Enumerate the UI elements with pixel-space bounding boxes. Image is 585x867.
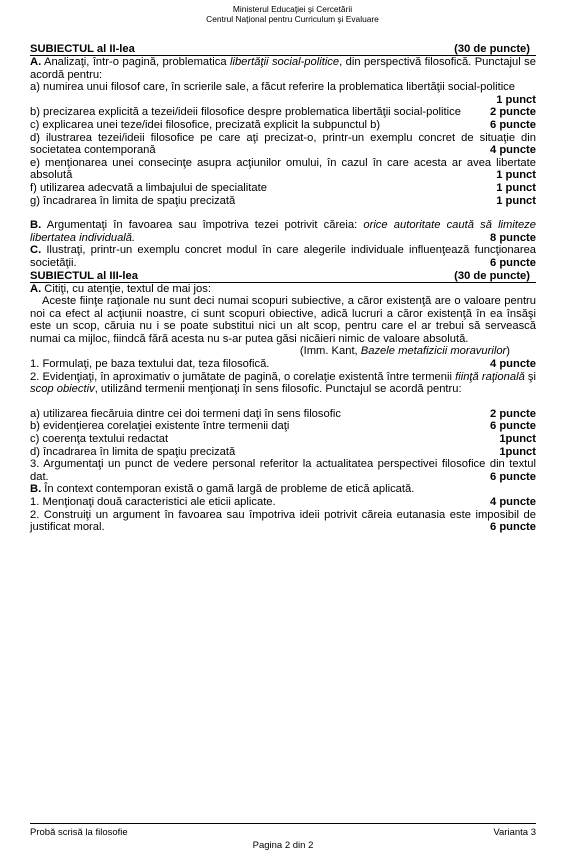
quote-source	[30, 345, 536, 358]
s2-a-label: A.	[30, 56, 42, 68]
s2-item-b-points: 2 puncte	[489, 106, 536, 119]
s3-q2-text-3: , utilizând termenii menţionaţi în sens filosofic. Punctajul se acordă pentru:	[94, 383, 462, 396]
s2-a-text-2: , din perspectivă filosofică. Punctajul se acordă pentru:	[30, 56, 536, 81]
s3-b-label: B.	[30, 483, 42, 496]
s2-b-em: orice autoritate caută să limiteze libertatea individuală.	[30, 219, 536, 244]
s3-b2: 2. Construiţi un argument în favoarea sau împotriva ideii potrivit căreia eutanasia este imposibil de justificat moral.	[30, 508, 536, 534]
s2-item-a: a) numirea unui filosof care, în scrierile sale, a făcut referire la problematica libertăţii social-politice	[30, 81, 516, 94]
document-footer	[30, 823, 536, 851]
s3-b-intro: În context contemporan există o gamă largă de probleme de etică aplicată.	[44, 483, 415, 496]
s3-item-b-text: b) evidenţierea corelaţiei existente între termenii daţi	[30, 420, 290, 433]
s2-item-e: e) menţionarea unei consecinţe asupra acţiunilor omului, în cazul în care acesta ar avea libertate absolută	[30, 156, 536, 182]
footer-variant: Varianta 3	[493, 827, 536, 838]
source-title: Bazele metafizicii moravurilor	[360, 345, 507, 358]
section-3-heading	[30, 270, 536, 283]
section-2-heading	[30, 43, 536, 56]
s3-q3: 3. Argumentaţi un punct de vedere personal referitor la actualitatea perspectivei filosofice din textul dat.	[30, 458, 536, 483]
s3-a-intro: Citiţi, cu atenţie, textul de mai jos:	[44, 282, 211, 295]
s3-q1-points: 4 puncte	[489, 358, 536, 371]
s2-b-text: Argumentaţi în favoarea sau împotriva tezei potrivit căreia:	[46, 219, 364, 232]
s2-item-g-points: 1 punct	[496, 194, 536, 207]
s3-item-a	[30, 408, 536, 421]
s2-c-text: Ilustraţi, printr-un exemplu concret modul în care alegerile individuale influenţează funcţionarea societăţii.	[30, 244, 537, 269]
s2-item-b-text: b) precizarea explicită a tezei/ideii filosofice despre problematica libertăţii social-politice	[30, 106, 461, 119]
s3-item-b-points: 6 puncte	[489, 420, 536, 433]
section-2-points: (30 de puncte)	[454, 43, 530, 55]
s2-item-a-points: 1 punct	[496, 93, 536, 106]
s2-b-label: B.	[30, 219, 42, 232]
s3-b1-text: 1. Menţionaţi două caracteristici ale eticii aplicate.	[30, 496, 276, 508]
footer-exam-name: Probă scrisă la filosofie	[30, 827, 128, 838]
s2-item-c-points: 6 puncte	[489, 118, 536, 131]
s2-item-f-text: f) utilizarea adecvată a limbajului de specialitate	[30, 181, 267, 194]
document-header	[0, 5, 585, 24]
s3-b1	[30, 496, 536, 509]
ministry-name: Ministerul Educaţiei şi Cercetării	[232, 4, 353, 14]
s3-a-label: A.	[30, 282, 42, 295]
s3-item-d-text: d) încadrarea în limita de spaţiu precizată	[30, 445, 236, 458]
s3-item-c-text: c) coerenţa textului redactat	[30, 433, 169, 446]
s2-a-text-em: libertăţii social-politice	[229, 56, 340, 68]
s3-b1-points: 4 puncte	[489, 496, 536, 508]
page-number: Pagina 2 din 2	[252, 840, 314, 851]
source-2: )	[506, 345, 510, 358]
s3-item-c	[30, 433, 536, 446]
s3-task-b	[30, 483, 536, 496]
s3-q2-text-2: şi	[524, 370, 537, 383]
s2-c-points: 6 puncte	[489, 256, 536, 269]
s2-item-d: d) ilustrarea tezei/ideii filosofice pe care aţi precizat-o, printr-un exemplu concret de situaţie din societatea contemporană	[30, 131, 536, 157]
s2-item-g	[30, 195, 536, 208]
section-3-points: (30 de puncte)	[454, 269, 530, 282]
s3-q1-text: 1. Formulaţi, pe baza textului dat, teza filosofică.	[30, 358, 270, 371]
s2-a-text-1: Analizaţi, într-o pagină, problematica	[44, 56, 230, 68]
s2-item-e-points: 1 punct	[496, 169, 536, 182]
s3-item-b	[30, 420, 536, 433]
s3-q2	[30, 371, 536, 396]
source-1: (Imm. Kant,	[299, 345, 361, 358]
s2-task-a	[30, 56, 536, 81]
s2-c-label: C.	[30, 244, 42, 257]
section-3-title: SUBIECTUL al III-lea	[30, 269, 138, 282]
s3-q2-em-1: fiinţă raţională	[455, 370, 525, 383]
s2-item-c-text: c) explicarea unei teze/idei filosofice, precizată explicit la subpunctul b)	[30, 118, 381, 131]
s3-task-a	[30, 283, 536, 296]
s2-item-f-points: 1 punct	[496, 181, 536, 194]
kant-quote: Aceste fiinţe raţionale nu sunt deci numai scopuri subiective, a căror existenţă are o valoare pentru noi ca efect al acţiunii noastre, ci sunt scopuri obiective, adică lucruri a căror existenţă în ea însăşi este un scop, căruia nu i se poate substitui nici un alt scop, pentru care el ar trebui să servească numai ca mijloc, fiindcă fără acesta nu s-ar putea găsi nicăieri nimic de valoare absolută.	[30, 295, 536, 345]
s3-item-c-points: 1punct	[499, 433, 536, 446]
s2-item-f	[30, 182, 536, 195]
s3-q2-em-2: scop obiectiv	[30, 383, 95, 396]
page-content	[30, 43, 536, 534]
s3-q2-text-1: 2. Evidenţiaţi, în aproximativ o jumătate de pagină, o corelaţie existentă între termenii	[30, 370, 456, 383]
s3-q3-points: 6 puncte	[489, 470, 536, 483]
s2-b-points: 8 puncte	[489, 231, 536, 244]
s3-b2-points: 6 puncte	[489, 521, 536, 534]
s2-item-c	[30, 119, 536, 132]
section-2-title: SUBIECTUL al II-lea	[30, 43, 135, 55]
s2-item-d-points: 4 puncte	[489, 144, 536, 157]
s3-item-d	[30, 446, 536, 459]
s3-q1	[30, 358, 536, 371]
center-name: Centrul Naţional pentru Curriculum şi Evaluare	[206, 13, 379, 24]
s3-item-a-text: a) utilizarea fiecăruia dintre cei doi termeni daţi în sens filosofic	[30, 407, 341, 420]
s2-item-b	[30, 106, 536, 119]
s3-item-d-points: 1punct	[499, 445, 536, 458]
s3-item-a-points: 2 puncte	[489, 407, 536, 420]
s2-item-g-text: g) încadrarea în limita de spaţiu precizată	[30, 194, 236, 207]
